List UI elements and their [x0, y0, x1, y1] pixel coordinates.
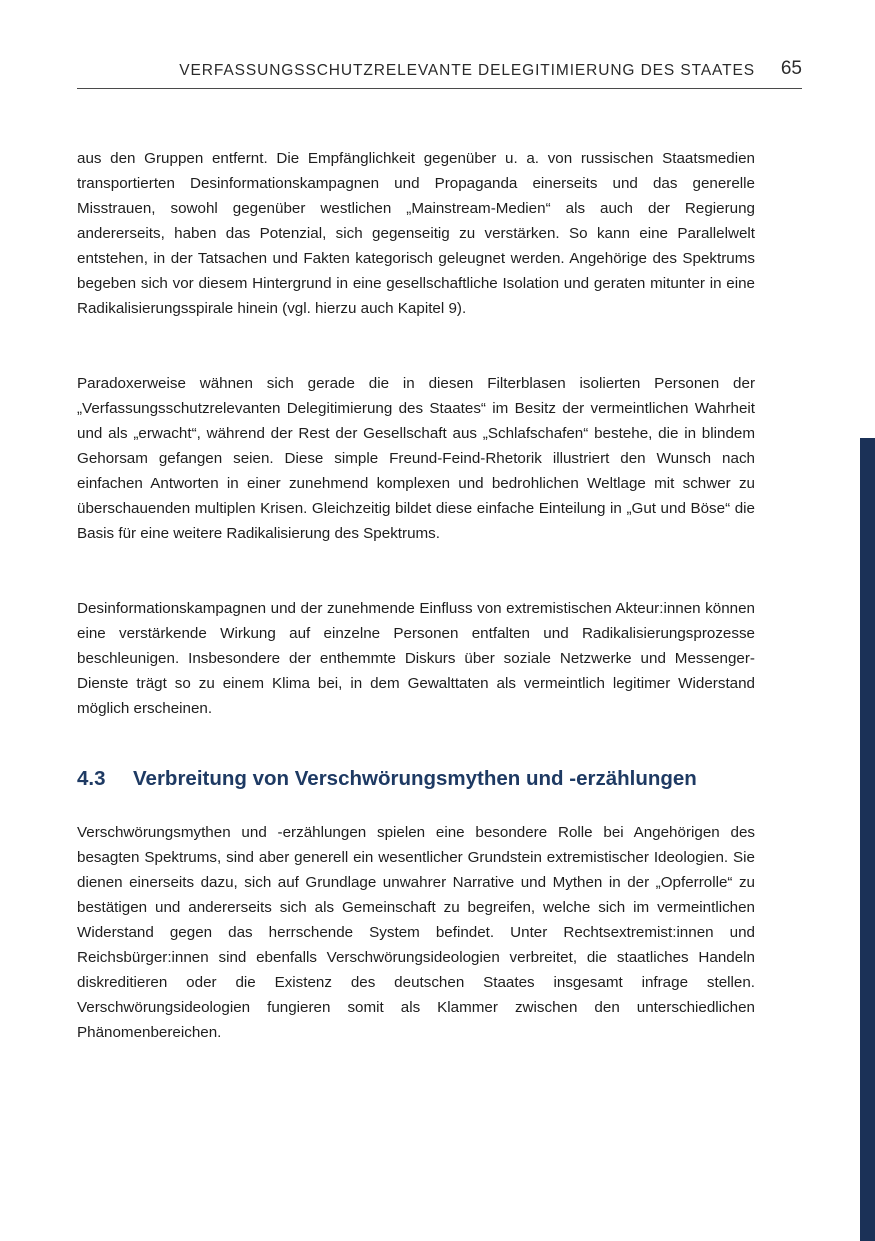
chapter-side-bar — [860, 438, 875, 1241]
body-paragraph-3: Desinformationskampagnen und der zunehmende Einfluss von extremistischen Akteur:innen können eine verstärkende Wirkung auf einzelne Personen entfalten und Radikalisierungsprozesse beschleunigen. Insbesondere der enthemmte Diskurs über soziale Netzwerke und Messenger-Dienste trägt so zu einem Klima bei, in dem Gewalttaten als vermeintlich legitimer Widerstand möglich erscheinen. — [77, 600, 755, 717]
page-number: 65 — [780, 58, 802, 79]
section-heading — [77, 767, 697, 791]
body-paragraph-2: Paradoxerweise wähnen sich gerade die in diesen Filterblasen isolierten Personen der „Verfassungsschutzrelevanten Delegitimierung des Staates“ im Besitz der vermeintlichen Wahrheit und als „erwacht“, während der Rest der Gesellschaft aus „Schlafschafen“ bestehe, die in blindem Gehorsam gefangen seien. Diese simple Freund-Feind-Rhetorik illustriert den Wunsch nach einfachen Antworten in einer zunehmend komplexen und bedrohlichen Weltlage mit schwer zu überschauenden multiplen Krisen. Gleichzeitig bildet diese einfache Einteilung in „Gut und Böse“ die Basis für eine weitere Radikalisierung des Spektrums. — [77, 375, 755, 542]
running-header — [77, 58, 802, 89]
section-title: Verbreitung von Verschwörungsmythen und -erzählungen — [133, 767, 697, 790]
running-header-title: VERFASSUNGSSCHUTZRELEVANTE DELEGITIMIERUNG DES STAATES — [179, 62, 755, 79]
section-paragraph: Verschwörungsmythen und -erzählungen spielen eine besondere Rolle bei Angehörigen des besagten Spektrums, sind aber generell ein wesentlicher Grundstein extremistischer Ideologien. Sie dienen einerseits dazu, sich auf Grundlage unwahrer Narrative und Mythen in der „Opferrolle“ zu bestätigen und andererseits sich als Gemeinschaft zu begreifen, welche sich im vermeintlichen Widerstand gegen das herrschende System befindet. Unter Rechtsextremist:innen und Reichsbürger:innen sind ebenfalls Verschwörungsideologien verbreitet, die staatliches Handeln diskreditieren oder die Existenz des deutschen Staates insgesamt infrage stellen. Verschwörungsideologien fungieren somit als Klammer zwischen den unterschiedlichen Phänomenbereichen. — [77, 824, 755, 1041]
section-number: 4.3 — [77, 767, 106, 790]
body-paragraph-1: aus den Gruppen entfernt. Die Empfänglichkeit gegenüber u. a. von russischen Staatsmedien transportierten Desinformationskampagnen und Propaganda einerseits und das generelle Misstrauen, sowohl gegenüber westlichen „Mainstream-Medien“ als auch der Regierung andererseits, haben das Potenzial, sich gegenseitig zu verstärken. So kann eine Parallelwelt entstehen, in der Tatsachen und Fakten kategorisch geleugnet werden. Angehörige des Spektrums begeben sich vor diesem Hintergrund in eine gesellschaftliche Isolation und geraten mitunter in eine Radikalisierungsspirale hinein (vgl. hierzu auch Kapitel 9). — [77, 150, 755, 317]
